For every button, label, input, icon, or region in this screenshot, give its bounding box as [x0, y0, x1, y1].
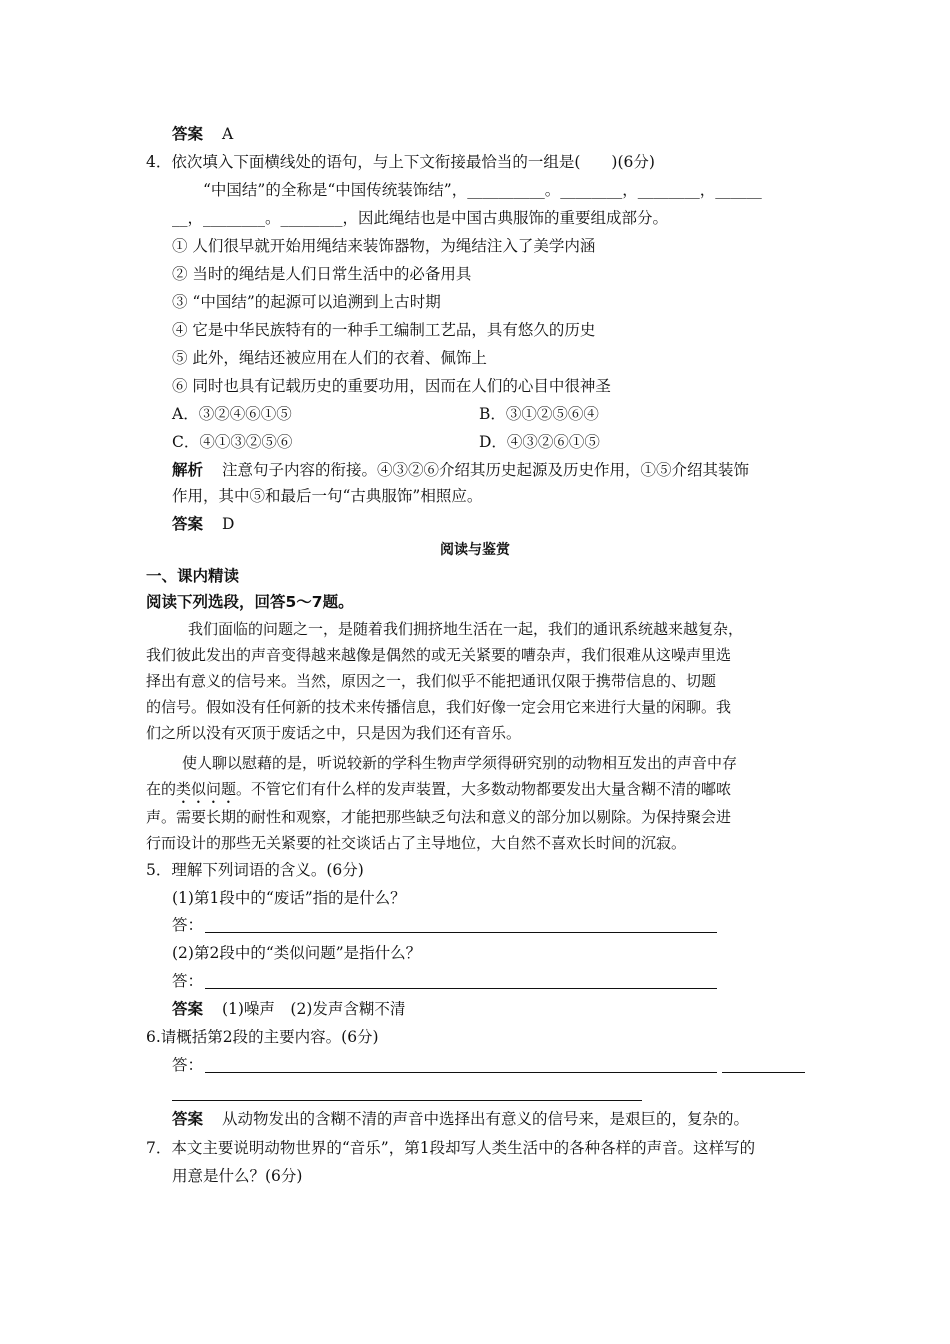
answer-value: 从动物发出的含糊不清的声音中选择出有意义的信号来，是艰巨的，复杂的。 — [221, 1110, 749, 1128]
answer-line[interactable] — [172, 1100, 642, 1101]
answer-value: D — [221, 515, 235, 533]
answer-label: 答案 — [172, 1110, 204, 1128]
q4-item-5: ⑤ 此外，绳结还被应用在人们的衣着、佩饰上 — [172, 349, 487, 367]
q6-answer-prompt: 答： — [172, 1056, 204, 1074]
para2-line2-post: 。不管它们有什么样的发声装置，大多数动物都要发出大量含糊不清的嘟哝 — [236, 780, 732, 798]
para2-line2 — [146, 779, 731, 807]
q4-passage-line2: __，________。________，因此绳结也是中国古典服饰的重要组成部分。 — [172, 209, 669, 227]
instruction: 阅读下列选段，回答5～7题。 — [146, 593, 354, 611]
para1-line4: 的信号。假如没有任何新的技术来传播信息，我们好像一定会用它来进行大量的闲聊。我 — [146, 698, 732, 716]
analysis-label: 解析 — [172, 461, 204, 479]
q4-option-b: B．③①②⑤⑥④ — [479, 405, 599, 423]
para2-line3: 声。需要长期的耐性和观察，才能把那些缺乏句法和意义的部分加以剔除。为保持聚会进 — [146, 808, 732, 826]
para1-line2: 我们彼此发出的声音变得越来越像是偶然的或无关紧要的嘈杂声，我们很难从这噪声里选 — [146, 646, 732, 664]
para1-line3: 择出有意义的信号来。当然，原因之一，我们似乎不能把通讯仅限于携带信息的、切题 — [146, 672, 717, 690]
section-title: 阅读与鉴赏 — [440, 542, 510, 558]
q4-answer — [172, 514, 234, 534]
q4-item-4: ④ 它是中华民族特有的一种手工编制工艺品，具有悠久的历史 — [172, 321, 596, 339]
answer-value: A — [221, 125, 234, 143]
q5-sub2: (2)第2段中的“类似问题”是指什么？ — [172, 944, 422, 962]
answer-label: 答案 — [172, 1000, 204, 1018]
q6-stem: 6.请概括第2段的主要内容。(6分) — [146, 1028, 379, 1046]
q6-answer — [172, 1109, 749, 1129]
q5-sub1: (1)第1段中的“废话”指的是什么？ — [172, 889, 406, 907]
q7-line1: 7．本文主要说明动物世界的“音乐”，第1段却写人类生活中的各种各样的声音。这样写的 — [146, 1139, 756, 1157]
para2-line1: 使人聊以慰藉的是，听说较新的学科生物声学须得研究别的动物相互发出的声音中存 — [182, 754, 738, 772]
para1-line5: 们之所以没有灭顶于废话之中，只是因为我们还有音乐。 — [146, 724, 522, 742]
q4-analysis-line1 — [172, 460, 749, 480]
q4-item-2: ② 当时的绳结是人们日常生活中的必备用具 — [172, 265, 472, 283]
q5-answer — [172, 999, 405, 1019]
answer-label: 答案 — [172, 125, 204, 143]
q5-answer-prompt-1: 答： — [172, 916, 204, 934]
q3-answer — [172, 124, 233, 144]
analysis-text: 注意句子内容的衔接。④③②⑥介绍其历史起源及历史作用，①⑤介绍其装饰 — [221, 461, 749, 479]
q7-line2: 用意是什么？(6分) — [172, 1167, 303, 1185]
q4-item-3: ③ “中国结”的起源可以追溯到上古时期 — [172, 293, 441, 311]
q4-option-c: C．④①③②⑤⑥ — [172, 433, 293, 451]
answer-line[interactable] — [722, 1072, 805, 1073]
answer-line[interactable] — [205, 1072, 717, 1073]
answer-line[interactable] — [205, 988, 717, 989]
q5-answer-prompt-2: 答： — [172, 972, 204, 990]
part1-heading: 一、课内精读 — [146, 567, 240, 585]
q4-item-1: ① 人们很早就开始用绳结来装饰器物，为绳结注入了美学内涵 — [172, 237, 596, 255]
para1-line1: 我们面临的问题之一，是随着我们拥挤地生活在一起，我们的通讯系统越来越复杂， — [188, 620, 744, 638]
q4-analysis-line2: 作用，其中⑤和最后一句“古典服饰”相照应。 — [172, 487, 483, 505]
para2-line4: 行而设计的那些无关紧要的社交谈话占了主导地位，大自然不喜欢长时间的沉寂。 — [146, 834, 687, 852]
q4-stem: 4．依次填入下面横线处的语句，与上下文衔接最恰当的一组是( )(6分) — [146, 153, 655, 171]
q4-option-d: D．④③②⑥①⑤ — [479, 433, 600, 451]
para2-line2-pre: 在的 — [146, 780, 177, 798]
answer-label: 答案 — [172, 515, 204, 533]
answer-value: (1)噪声 (2)发声含糊不清 — [221, 1000, 406, 1018]
q5-stem: 5．理解下列词语的含义。(6分) — [146, 861, 364, 879]
q4-option-a: A．③②④⑥①⑤ — [172, 405, 292, 423]
q4-item-6: ⑥ 同时也具有记载历史的重要功用，因而在人们的心目中很神圣 — [172, 377, 611, 395]
dotted-term: 类似问题 — [176, 780, 237, 798]
q4-passage-line1: “中国结”的全称是“中国传统装饰结”，__________。________，________，______ — [203, 181, 762, 199]
answer-line[interactable] — [205, 932, 717, 933]
